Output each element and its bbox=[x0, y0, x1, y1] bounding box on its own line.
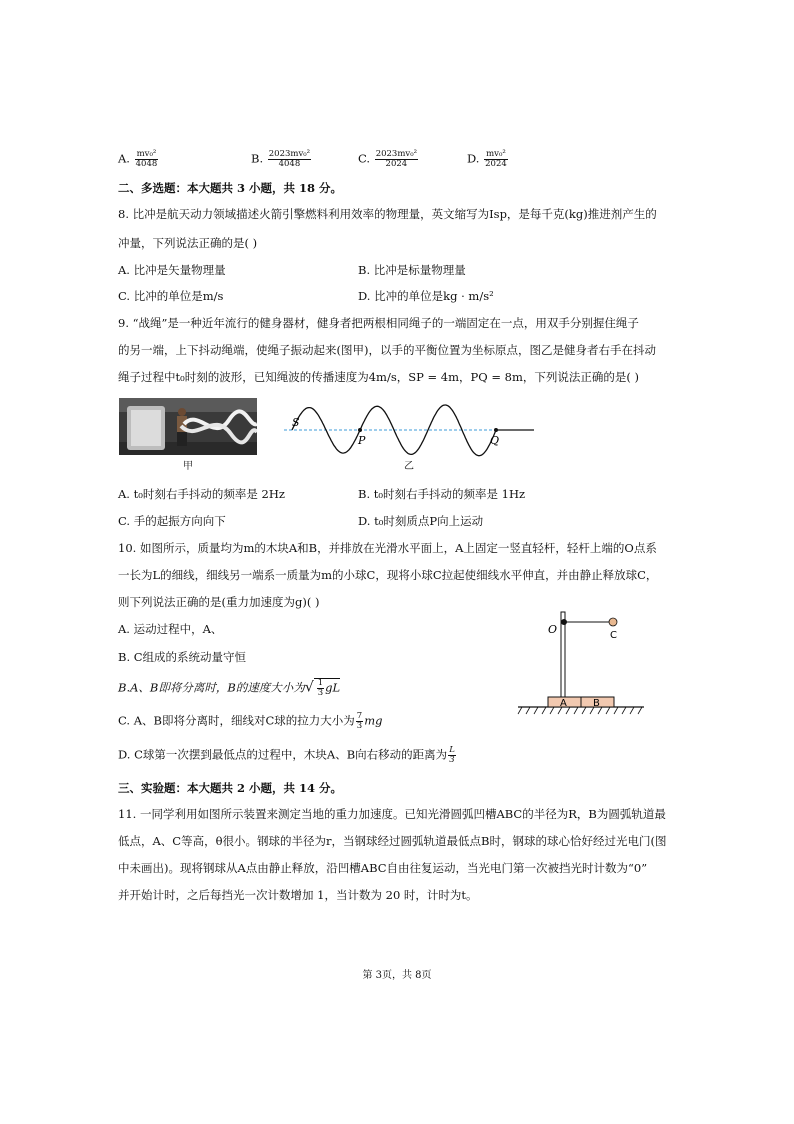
q10-line-1: 10. 如图所示，质量均为m的木块A和B，并排放在光滑水平面上，A上固定一竖直轻杆，轻杆上端的O点系 bbox=[118, 541, 657, 555]
q9-line-3: 绳子过程中t₀时刻的波形，已知绳波的传播速度为4m/s，SP = 4m，PQ = 8m，下列说法正确的是( ) bbox=[118, 370, 639, 384]
q8-line-2: 冲量，下列说法正确的是( ) bbox=[118, 236, 258, 250]
q10-option-d-num: L bbox=[449, 745, 455, 755]
q9-label-q: Q bbox=[490, 434, 500, 447]
q7-option-b-den: 4048 bbox=[278, 159, 301, 169]
q10-option-d bbox=[118, 746, 457, 765]
q7-option-d-prefix: D. bbox=[467, 151, 484, 166]
q10-option-c-prefix: C. A、B即将分离时，细线对C球的拉力大小为 bbox=[118, 713, 355, 728]
q9-photo-jia bbox=[119, 398, 257, 455]
q9-label-p: P bbox=[358, 434, 366, 447]
q10-label-c: C bbox=[610, 630, 617, 641]
q10-option-b2-fraction bbox=[317, 679, 324, 698]
q11-line-2: 低点，A、C等高，θ很小。钢球的半径为r，当钢球经过圆弧轨道最低点B时，钢球的球心恰好经过光电门(图 bbox=[118, 834, 667, 848]
q10-option-b2-prefix: B.A、B即将分离时，B的速度大小为 bbox=[118, 680, 305, 695]
section-2-heading: 二、多选题：本大题共 3 小题，共 18 分。 bbox=[118, 181, 343, 195]
page-footer: 第 3页，共 8页 bbox=[362, 970, 432, 981]
q9-option-c: C. 手的起振方向向下 bbox=[118, 514, 226, 528]
q7-option-b-num: 2023mv₀² bbox=[268, 149, 311, 159]
q9-option-d: D. t₀时刻质点P向上运动 bbox=[358, 514, 484, 528]
q7-option-c-fraction bbox=[375, 150, 418, 169]
q9-option-b: B. t₀时刻右手抖动的频率是 1Hz bbox=[358, 487, 526, 501]
q10-option-b-part2: B.A、B即将分离时，B的速度大小为√ $\frac{1}{3}$ gL bbox=[118, 678, 341, 698]
q7-option-a-num: mv₀² bbox=[136, 149, 157, 159]
q10-option-c-tail: mg bbox=[364, 713, 383, 728]
q10-label-o: O bbox=[548, 623, 558, 636]
q10-option-d-fraction bbox=[448, 746, 456, 765]
q10-line-3: 则下列说法正确的是(重力加速度为g)( ) bbox=[118, 595, 320, 609]
q8-option-a: A. 比冲是矢量物理量 bbox=[118, 263, 226, 277]
q8-option-b: B. 比冲是标量物理量 bbox=[358, 263, 466, 277]
q10-option-c-num: 7 bbox=[356, 711, 363, 721]
q7-option-c-prefix: C. bbox=[358, 151, 374, 166]
q7-option-d bbox=[467, 150, 509, 169]
q9-fig-yi-label: 乙 bbox=[404, 461, 414, 472]
q8-line-1: 8. 比冲是航天动力领域描述火箭引擎燃料利用效率的物理量，英文缩写为Isp，是每千克(kg)推进剂产生的 bbox=[118, 207, 657, 221]
q10-option-c-den: 3 bbox=[356, 721, 363, 731]
q7-option-d-num: mv₀² bbox=[486, 149, 506, 159]
q10-label-b: B bbox=[593, 698, 600, 709]
q7-option-b-prefix: B. bbox=[251, 151, 267, 166]
q7-option-b bbox=[251, 150, 312, 169]
q11-line-4: 并开始计时，之后每挡光一次计数增加 1，当计数为 20 时，计时为t。 bbox=[118, 888, 478, 902]
q10-option-a: A. 运动过程中，A、 bbox=[118, 622, 223, 636]
q10-option-b2-num: 1 bbox=[317, 678, 324, 688]
q11-line-1: 11. 一同学利用如图所示装置来测定当地的重力加速度。已知光滑圆弧凹槽ABC的半径为R，B为圆弧轨道最 bbox=[118, 807, 666, 821]
q10-option-d-prefix: D. C球第一次摆到最低点的过程中，木块A、B向右移动的距离为 bbox=[118, 747, 448, 762]
q9-line-1: 9. “战绳”是一种近年流行的健身器材，健身者把两根相同绳子的一端固定在一点，用双手分别握住绳子 bbox=[118, 316, 639, 330]
q7-option-c bbox=[358, 150, 419, 169]
q10-option-c-fraction bbox=[356, 712, 363, 731]
q10-option-b2-den: 3 bbox=[317, 688, 324, 698]
q10-line-2: 一长为L的细线，细线另一端系一质量为m的小球C，现将小球C拉起使细线水平伸直，并由静止释放球C， bbox=[118, 568, 658, 582]
q9-option-a: A. t₀时刻右手抖动的频率是 2Hz bbox=[118, 487, 285, 501]
q9-label-s: S bbox=[292, 416, 300, 429]
q10-option-b-part1: B. C组成的系统动量守恒 bbox=[118, 650, 247, 664]
q10-option-c bbox=[118, 712, 382, 731]
q10-option-b2-tail: gL bbox=[325, 680, 341, 695]
q7-option-a-den: 4048 bbox=[135, 159, 158, 169]
q7-option-d-fraction bbox=[484, 150, 508, 169]
q9-line-2: 的另一端，上下抖动绳端，使绳子振动起来(图甲)，以手的平衡位置为坐标原点，图乙是健身者右手在抖动 bbox=[118, 343, 656, 357]
q9-wave-yi bbox=[282, 400, 538, 462]
q7-option-a-fraction bbox=[135, 150, 159, 169]
q9-fig-jia-label: 甲 bbox=[183, 461, 193, 472]
section-3-heading: 三、实验题：本大题共 2 小题，共 14 分。 bbox=[118, 781, 343, 795]
q11-line-3: 中未画出)。现将钢球从A点由静止释放，沿凹槽ABC自由往复运动，当光电门第一次被挡光时计数为“0” bbox=[118, 861, 648, 875]
q10-figure bbox=[512, 608, 652, 720]
q10-option-d-den: 3 bbox=[449, 755, 455, 765]
q7-option-a-prefix: A. bbox=[118, 151, 134, 166]
q8-option-d: D. 比冲的单位是kg · m/s² bbox=[358, 289, 494, 303]
q7-option-d-den: 2024 bbox=[485, 159, 507, 169]
q7-option-b-fraction bbox=[268, 150, 311, 169]
q7-option-c-den: 2024 bbox=[385, 159, 408, 169]
q10-label-a: A bbox=[560, 698, 567, 709]
q7-option-a bbox=[118, 150, 159, 169]
q8-option-c: C. 比冲的单位是m/s bbox=[118, 289, 224, 303]
q7-option-c-num: 2023mv₀² bbox=[375, 149, 418, 159]
